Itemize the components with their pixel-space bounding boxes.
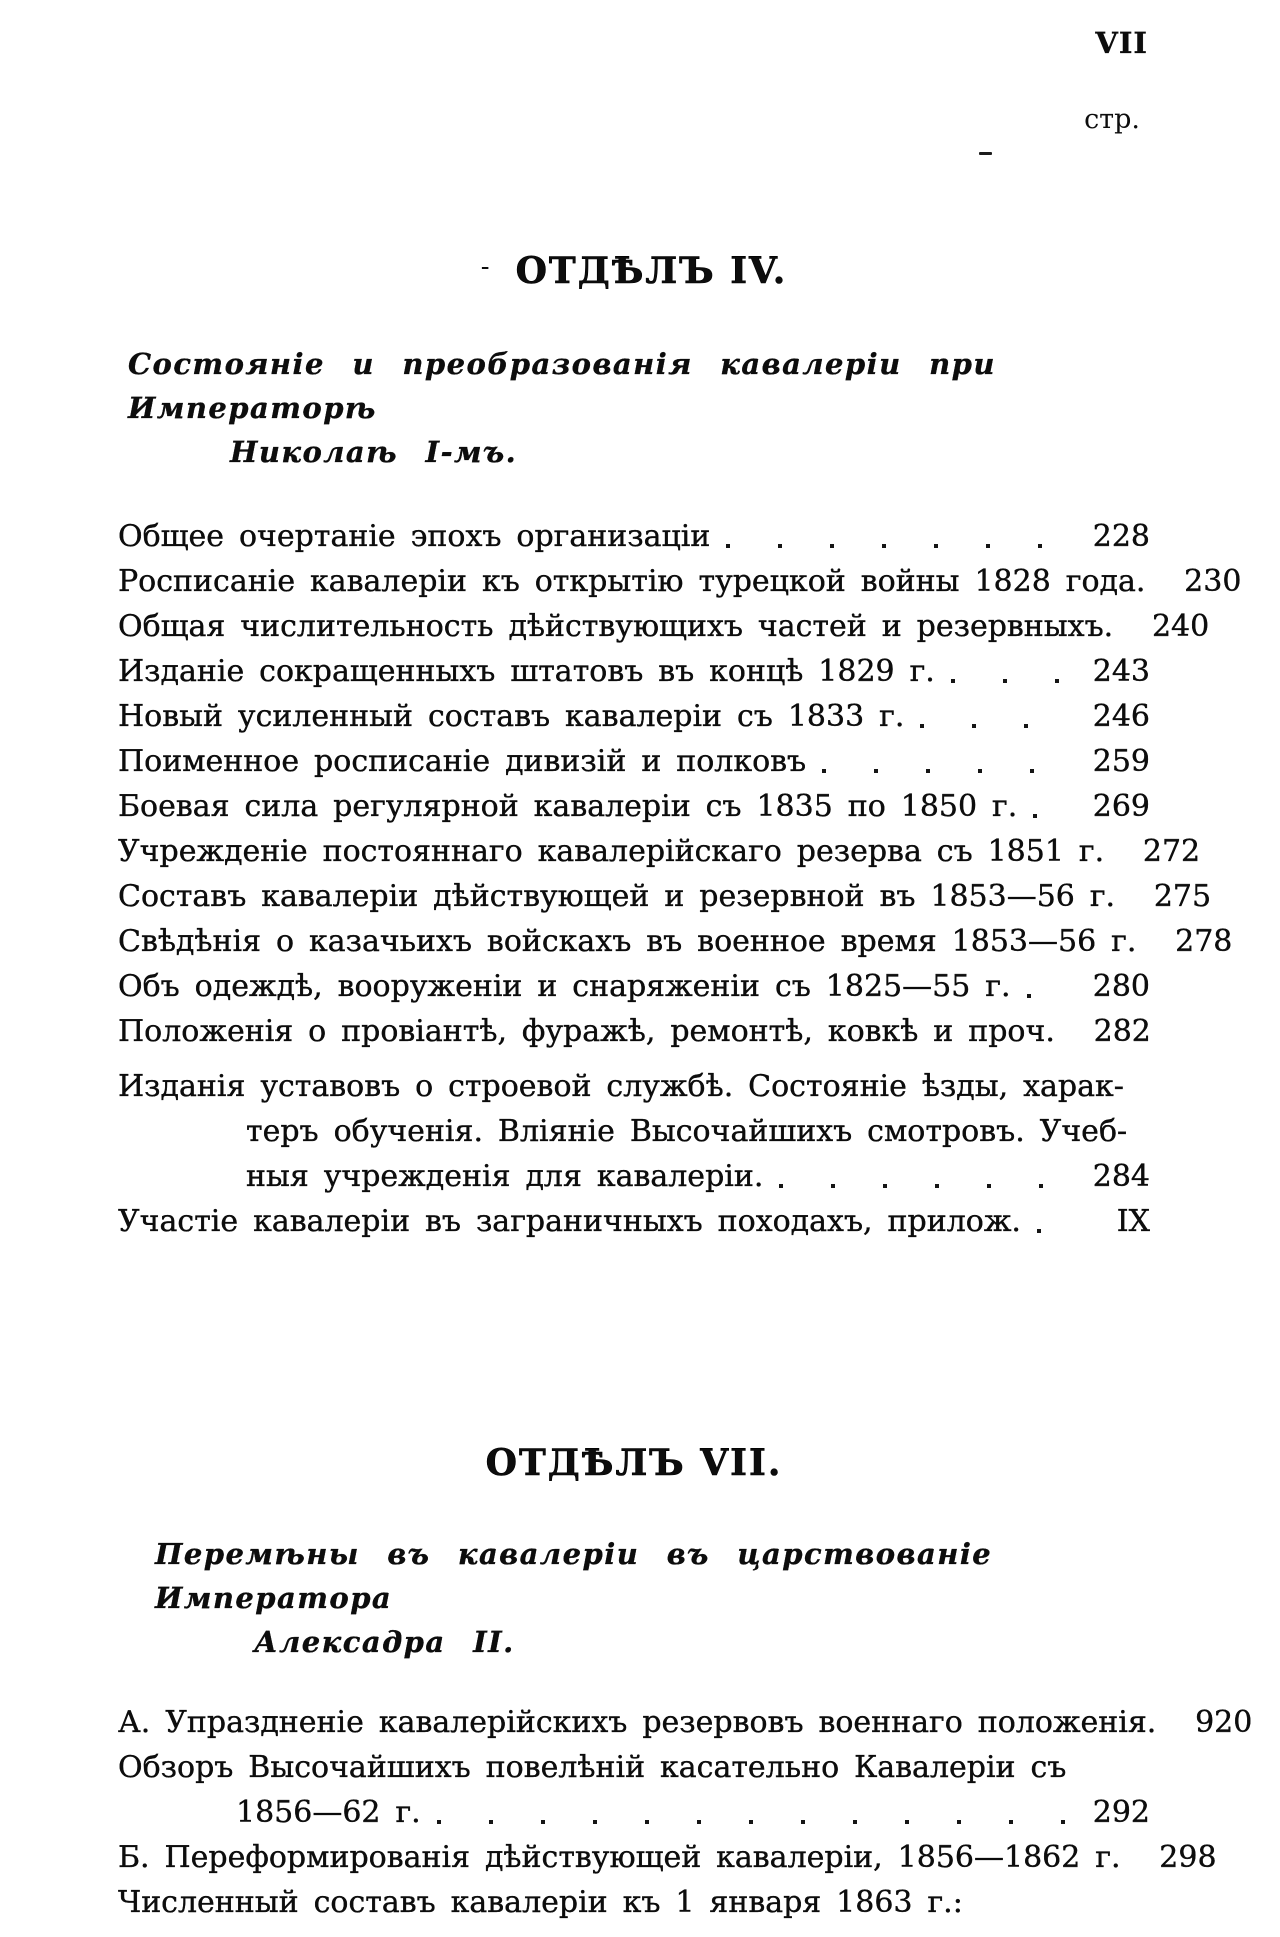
dot-leader [726, 543, 1070, 548]
toc-entry-text: Изданіе сокращенныхъ штатовъ въ концѣ 1829 г. [118, 654, 935, 689]
toc-entry [118, 1064, 1150, 1109]
section-vii-subtitle-line-2: Алексадра II. [254, 1625, 515, 1659]
section-iv-subtitle-line-2: Николаѣ I-мъ. [230, 435, 518, 469]
toc-entry [118, 739, 1150, 784]
toc-entry-text: Б. Переформированія дѣйствующей кавалеріи, 1856—1862 г. [118, 1840, 1121, 1875]
toc-entry-text: Боевая сила регулярной кавалеріи съ 1835 по 1850 г. [118, 789, 1018, 824]
toc-entry-page: 278 [1175, 924, 1233, 959]
toc-entry-text: 1856—62 г. [236, 1795, 421, 1830]
toc-entry-page: 298 [1159, 1840, 1217, 1875]
toc-entry-page: 292 [1092, 1795, 1150, 1830]
toc-entry-page: 269 [1092, 789, 1150, 824]
toc-entry-page: 228 [1092, 519, 1150, 554]
toc-entry [118, 649, 1150, 694]
toc-entry [118, 604, 1210, 649]
toc-entry [118, 514, 1150, 559]
section-iv-heading-text: ОТДѢЛЪ IV. [515, 250, 788, 292]
toc-entry-text: Изданія уставовъ о строевой службѣ. Состояніе ѣзды, харак- [118, 1069, 1124, 1104]
toc-entry-text: Общая числительность дѣйствующихъ частей и резервныхъ. [118, 609, 1114, 644]
section-iv-toc [118, 514, 1242, 1244]
section-iv-heading [118, 250, 1150, 296]
toc-entry-text: Новый усиленный составъ кавалеріи съ 1833 г. [118, 699, 905, 734]
dot-leader [822, 768, 1070, 773]
toc-entry [118, 694, 1150, 739]
section-iv-subtitle-line-1: Состояніе и преобразованія кавалеріи при Императорѣ [128, 347, 996, 425]
toc-entry-text: Учрежденіе постояннаго кавалерійскаго резерва съ 1851 г. [118, 834, 1105, 869]
toc-entry-text: Составъ кавалеріи дѣйствующей и резервной въ 1853—56 г. [118, 879, 1116, 914]
toc-entry [118, 1109, 1150, 1154]
toc-entry-page: 920 [1195, 1705, 1253, 1740]
toc-entry-page: 243 [1092, 654, 1150, 689]
dot-leader [1033, 813, 1070, 818]
toc-entry-page: 230 [1184, 564, 1242, 599]
toc-entry-text: Участіе кавалеріи въ заграничныхъ походахъ, прилож. [118, 1204, 1021, 1239]
toc-entry-page: 284 [1092, 1159, 1150, 1194]
toc-entry [118, 964, 1150, 1009]
toc-entry [118, 1790, 1150, 1835]
toc-entry [118, 874, 1212, 919]
toc-entry-text: Росписаніе кавалеріи къ открытію турецкой войны 1828 года. [118, 564, 1146, 599]
toc-entry [118, 1880, 1150, 1925]
toc-entry [118, 1700, 1253, 1745]
toc-entry-text: Поименное росписаніе дивизій и полковъ [118, 744, 807, 779]
toc-entry [118, 1835, 1217, 1880]
toc-entry-page: 259 [1092, 744, 1150, 779]
heading-prefix-mark: - [480, 252, 490, 282]
section-vii-subtitle-line-1: Перемѣны въ кавалеріи въ царствованіе Императора [155, 1537, 993, 1615]
toc-entry [118, 829, 1201, 874]
toc-entry-text: А. Упраздненіе кавалерійскихъ резервовъ военнаго положенія. [118, 1705, 1157, 1740]
dot-leader [951, 678, 1070, 683]
toc-entry-text: Положенія о провіантѣ, фуражѣ, ремонтѣ, ковкѣ и проч. [118, 1014, 1055, 1049]
toc-entry [118, 919, 1233, 964]
section-vii-heading [118, 1442, 1150, 1484]
section-vii-heading-text: ОТДѢЛЪ VII. [485, 1442, 783, 1484]
dot-leader [1027, 993, 1071, 998]
toc-entry [118, 559, 1242, 604]
toc-entry [118, 784, 1150, 829]
toc-entry-page: 240 [1151, 609, 1210, 644]
page-column-header: стр. [1084, 104, 1140, 135]
toc-entry-page: 282 [1093, 1014, 1151, 1049]
page-folio-number: VII [1095, 26, 1148, 60]
toc-entry-text: теръ обученія. Вліяніе Высочайшихъ смотровъ. Учеб- [246, 1114, 1128, 1149]
toc-entry-text: Свѣдѣнія о казачьихъ войскахъ въ военное время 1853—56 г. [118, 924, 1137, 959]
dot-leader [920, 723, 1070, 728]
dot-leader [1037, 1228, 1070, 1233]
toc-entry-text: Объ одеждѣ, вооруженіи и снаряженіи съ 1825—55 г. [118, 969, 1011, 1004]
toc-entry-page: 280 [1092, 969, 1150, 1004]
toc-entry-text: Численный составъ кавалеріи къ 1 января 1863 г.: [118, 1885, 963, 1920]
toc-entry [118, 1745, 1150, 1790]
section-vii-toc [118, 1700, 1253, 1925]
dot-leader [979, 1909, 1070, 1914]
toc-entry-text: Общее очертаніе эпохъ организаціи [118, 519, 711, 554]
toc-entry-page: 275 [1153, 879, 1212, 914]
toc-entry-page: 272 [1142, 834, 1201, 869]
toc-entry-text: ныя учрежденія для кавалеріи. [246, 1159, 764, 1194]
toc-entry-text: Обзоръ Высочайшихъ повелѣній касательно Кавалеріи съ [118, 1750, 1067, 1785]
toc-entry [118, 1199, 1150, 1244]
page-content [118, 0, 1253, 1925]
toc-entry [118, 1154, 1150, 1199]
dot-leader [779, 1183, 1070, 1188]
toc-entry [118, 1009, 1150, 1054]
dot-leader [437, 1819, 1070, 1824]
toc-entry-page: 246 [1092, 699, 1150, 734]
toc-entry-page: IX [1116, 1204, 1150, 1239]
